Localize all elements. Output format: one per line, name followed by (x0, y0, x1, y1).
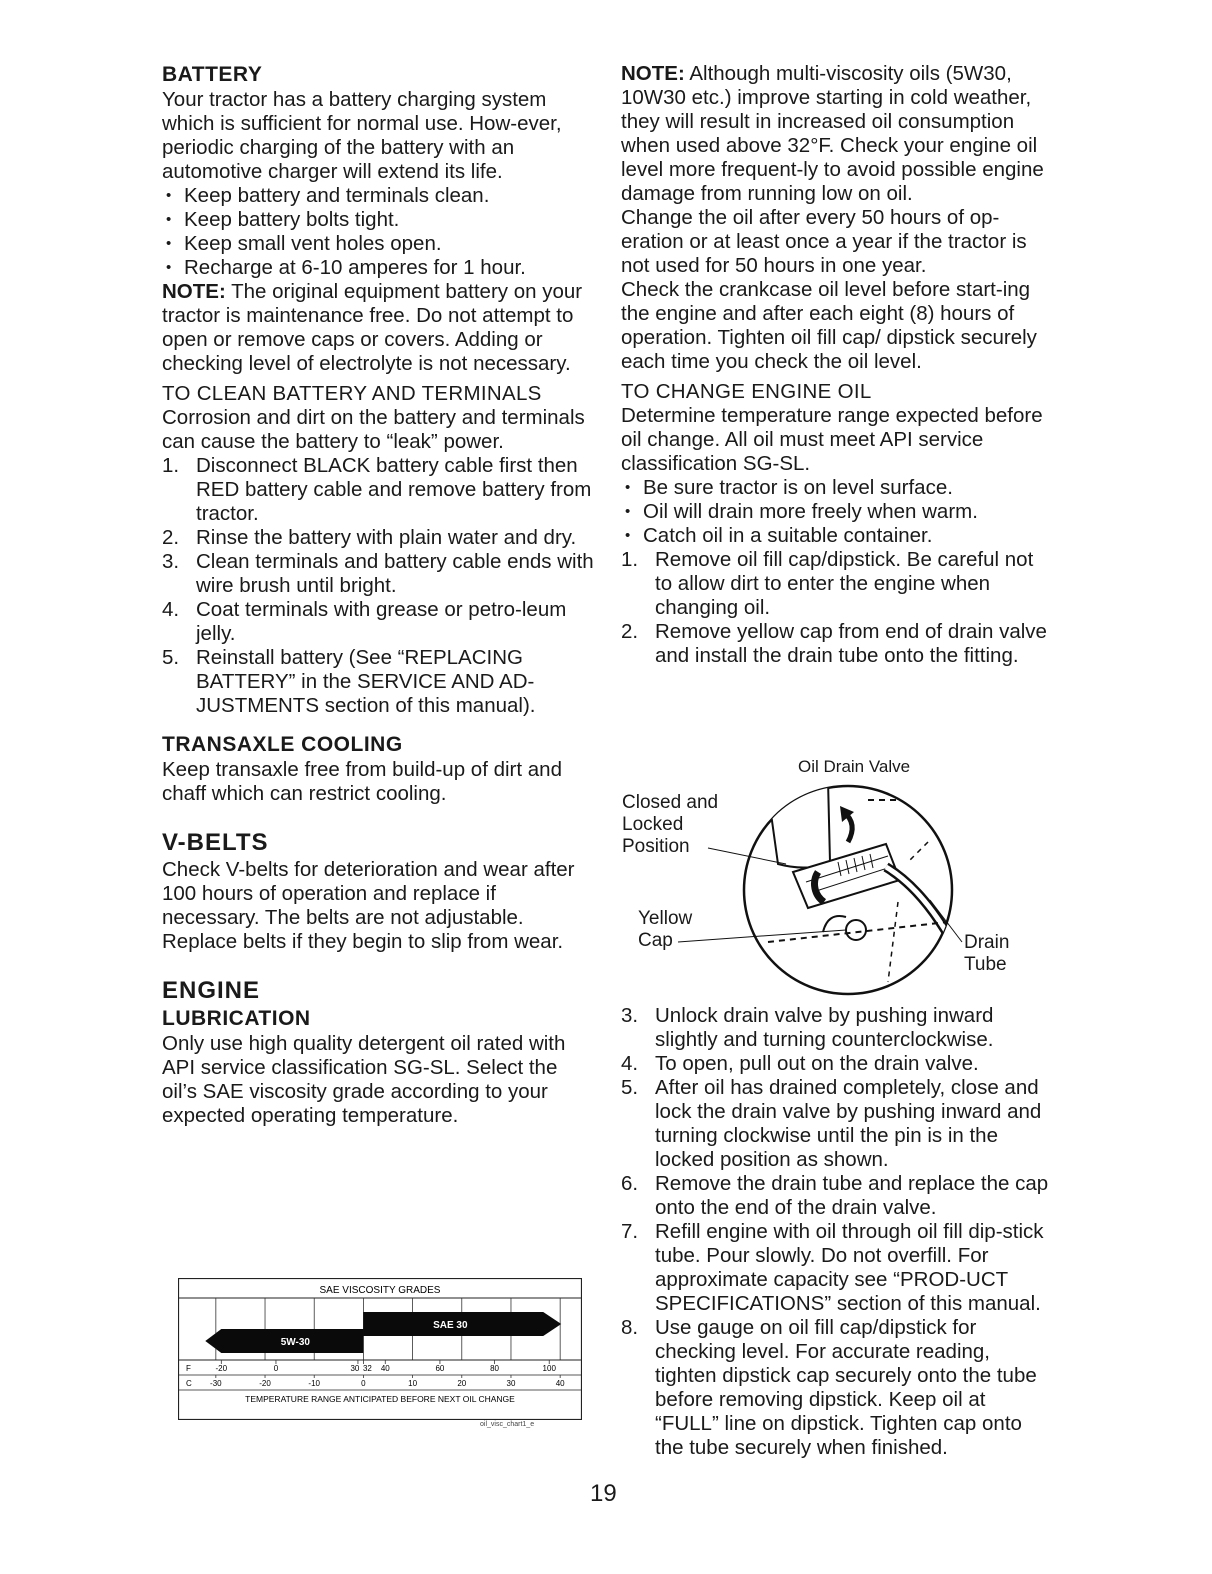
change-oil-steps-a (621, 548, 1053, 668)
battery-heading: BATTERY (162, 63, 263, 86)
oil-drain-valve-diagram (618, 752, 1058, 1002)
c-tick-label: 20 (457, 1379, 467, 1388)
note-text: Although multi-viscosity oils (5W30, 10W30 etc.) improve starting in cold weather, they will result in increased oil consumption when used above 32°F. Check your engine oil level more frequent-ly to avoid possible engine damage from running low on oil. (621, 62, 1044, 205)
label-closed-line3: Position (622, 836, 690, 857)
change-oil-intro: Determine temperature range expected before oil change. All oil must meet API service classification SG-SL. (621, 404, 1043, 475)
note-label: NOTE: (162, 280, 226, 303)
f-tick-label: 40 (380, 1364, 390, 1373)
engine-heading: ENGINE (162, 977, 261, 1004)
clean-battery-intro: Corrosion and dirt on the battery and terminals can cause the battery to “leak” power. (162, 406, 585, 453)
list-item: 8. Use gauge on oil fill cap/dipstick for checking level. For accurate reading, tighten dipstick cap securely onto the tube before removing dipstick. Keep oil at “FULL” line on dipstick. Tighten cap onto the tube securely when finished. (621, 1316, 1037, 1459)
left-column (162, 62, 594, 1128)
f-tick-label: 80 (490, 1364, 500, 1373)
c-tick-label: 40 (555, 1379, 565, 1388)
f-axis-label: F (186, 1364, 191, 1373)
list-item: 5. After oil has drained completely, close and lock the drain valve by pushing inward and turning clockwise until the pin is in the locked position as shown. (621, 1076, 1042, 1171)
change-oil-heading: TO CHANGE ENGINE OIL (621, 380, 872, 403)
list-item: 1. Remove oil fill cap/dipstick. Be careful not to allow dirt to enter the engine when changing oil. (621, 548, 1034, 619)
transaxle-text: Keep transaxle free from build-up of dirt and chaff which can restrict cooling. (162, 758, 562, 805)
lubrication-text: Only use high quality detergent oil rated with API service classification SG-SL. Select the oil’s SAE viscosity grade according to your expected operating temperature. (162, 1032, 566, 1127)
list-item: 1. Disconnect BLACK battery cable first then RED battery cable and remove battery from tractor. (162, 454, 592, 525)
c-tick-label: -30 (210, 1379, 222, 1388)
lubrication-heading: LUBRICATION (162, 1007, 311, 1030)
f-tick-label: 60 (435, 1364, 445, 1373)
list-item: 4. To open, pull out on the drain valve. (621, 1052, 979, 1075)
valve-illustration (618, 752, 1058, 1002)
list-item: 6. Remove the drain tube and replace the cap onto the end of the drain valve. (621, 1172, 1049, 1219)
page-number: 19 (590, 1480, 617, 1507)
right-column-lower (621, 1004, 1053, 1460)
label-drain-line2: Tube (964, 954, 1007, 975)
bar-label-sae-30: SAE 30 (433, 1320, 468, 1331)
c-tick-label: 30 (506, 1379, 516, 1388)
label-yellow-line1: Yellow (638, 908, 693, 929)
list-item: 4. Coat terminals with grease or petro-leum jelly. (162, 598, 567, 645)
f-tick-label: 0 (273, 1364, 279, 1373)
list-item: • Catch oil in a suitable container. (621, 524, 1053, 548)
f-tick-label: -20 (215, 1364, 228, 1373)
list-item: • Keep battery and terminals clean. (162, 184, 594, 208)
list-item: • Oil will drain more freely when warm. (621, 500, 1053, 524)
list-item: • Keep battery bolts tight. (162, 208, 594, 232)
change-oil-interval: Change the oil after every 50 hours of op-eration or at least once a year if the tractor is not used for 50 hours in one year. (621, 206, 1027, 277)
c-tick-label: 0 (361, 1379, 366, 1388)
c-tick-label: -20 (259, 1379, 271, 1388)
transaxle-heading: TRANSAXLE COOLING (162, 733, 403, 756)
label-closed-line2: Locked (622, 814, 684, 835)
multi-viscosity-note (621, 62, 1053, 206)
f-tick-label: 30 (350, 1364, 360, 1373)
clean-battery-heading: TO CLEAN BATTERY AND TERMINALS (162, 382, 542, 405)
f-tick-label: 32 (362, 1364, 372, 1373)
right-column (621, 62, 1053, 668)
label-drain-line1: Drain (964, 932, 1010, 953)
change-oil-bullets (621, 476, 1053, 548)
bar-label-5w-30: 5W-30 (280, 1337, 310, 1348)
viscosity-chart (178, 1278, 582, 1420)
chart-title: SAE VISCOSITY GRADES (319, 1285, 441, 1296)
viscosity-chart-svg (178, 1278, 582, 1420)
list-item: • Be sure tractor is on level surface. (621, 476, 1053, 500)
list-item: 5. Reinstall battery (See “REPLACING BATTERY” in the SERVICE AND AD-JUSTMENTS section of this manual). (162, 646, 536, 717)
list-item: 2. Rinse the battery with plain water and dry. (162, 526, 577, 549)
change-oil-steps-b (621, 1004, 1053, 1460)
c-tick-label: 10 (408, 1379, 418, 1388)
label-closed-line1: Closed and (622, 792, 719, 813)
battery-bullets (162, 184, 594, 280)
list-item: 7. Refill engine with oil through oil fill dip-stick tube. Pour slowly. Do not overfill. For approximate capacity see “PROD-UCT SPECIFICATIONS” section of this manual. (621, 1220, 1044, 1315)
c-tick-label: -10 (308, 1379, 320, 1388)
list-item: • Recharge at 6-10 amperes for 1 hour. (162, 256, 594, 280)
c-axis-label: C (186, 1379, 192, 1388)
vbelts-heading: V-BELTS (162, 829, 269, 856)
chart-xlabel: TEMPERATURE RANGE ANTICIPATED BEFORE NEXT OIL CHANGE (245, 1394, 515, 1404)
clean-battery-steps (162, 454, 594, 718)
battery-intro: Your tractor has a battery charging system which is sufficient for normal use. How-ever, periodic charging of the battery with an automotive charger will extend its life. (162, 88, 562, 183)
list-item: • Keep small vent holes open. (162, 232, 594, 256)
list-item: 3. Clean terminals and battery cable ends with wire brush until bright. (162, 550, 594, 597)
check-oil-level: Check the crankcase oil level before start-ing the engine and after each eight (8) hours of operation. Tighten oil fill cap/ dipstick securely each time you check the oil level. (621, 278, 1037, 373)
list-item: 3. Unlock drain valve by pushing inward slightly and turning counterclockwise. (621, 1004, 994, 1051)
battery-note (162, 280, 594, 376)
note-label: NOTE: (621, 62, 685, 85)
vbelts-text: Check V-belts for deterioration and wear after 100 hours of operation and replace if necessary. The belts are not adjustable. Replace belts if they begin to slip from wear. (162, 858, 575, 953)
f-tick-label: 100 (542, 1364, 556, 1373)
diagram-title: Oil Drain Valve (798, 757, 911, 776)
figure-id: oil_visc_chart1_e (480, 1421, 535, 1428)
list-item: 2. Remove yellow cap from end of drain valve and install the drain tube onto the fitting. (621, 620, 1047, 667)
note-text: The original equipment battery on your tractor is maintenance free. Do not attempt to open or remove caps or covers. Adding or checking level of electrolyte is not necessary. (162, 280, 583, 375)
label-yellow-line2: Cap (638, 930, 673, 951)
